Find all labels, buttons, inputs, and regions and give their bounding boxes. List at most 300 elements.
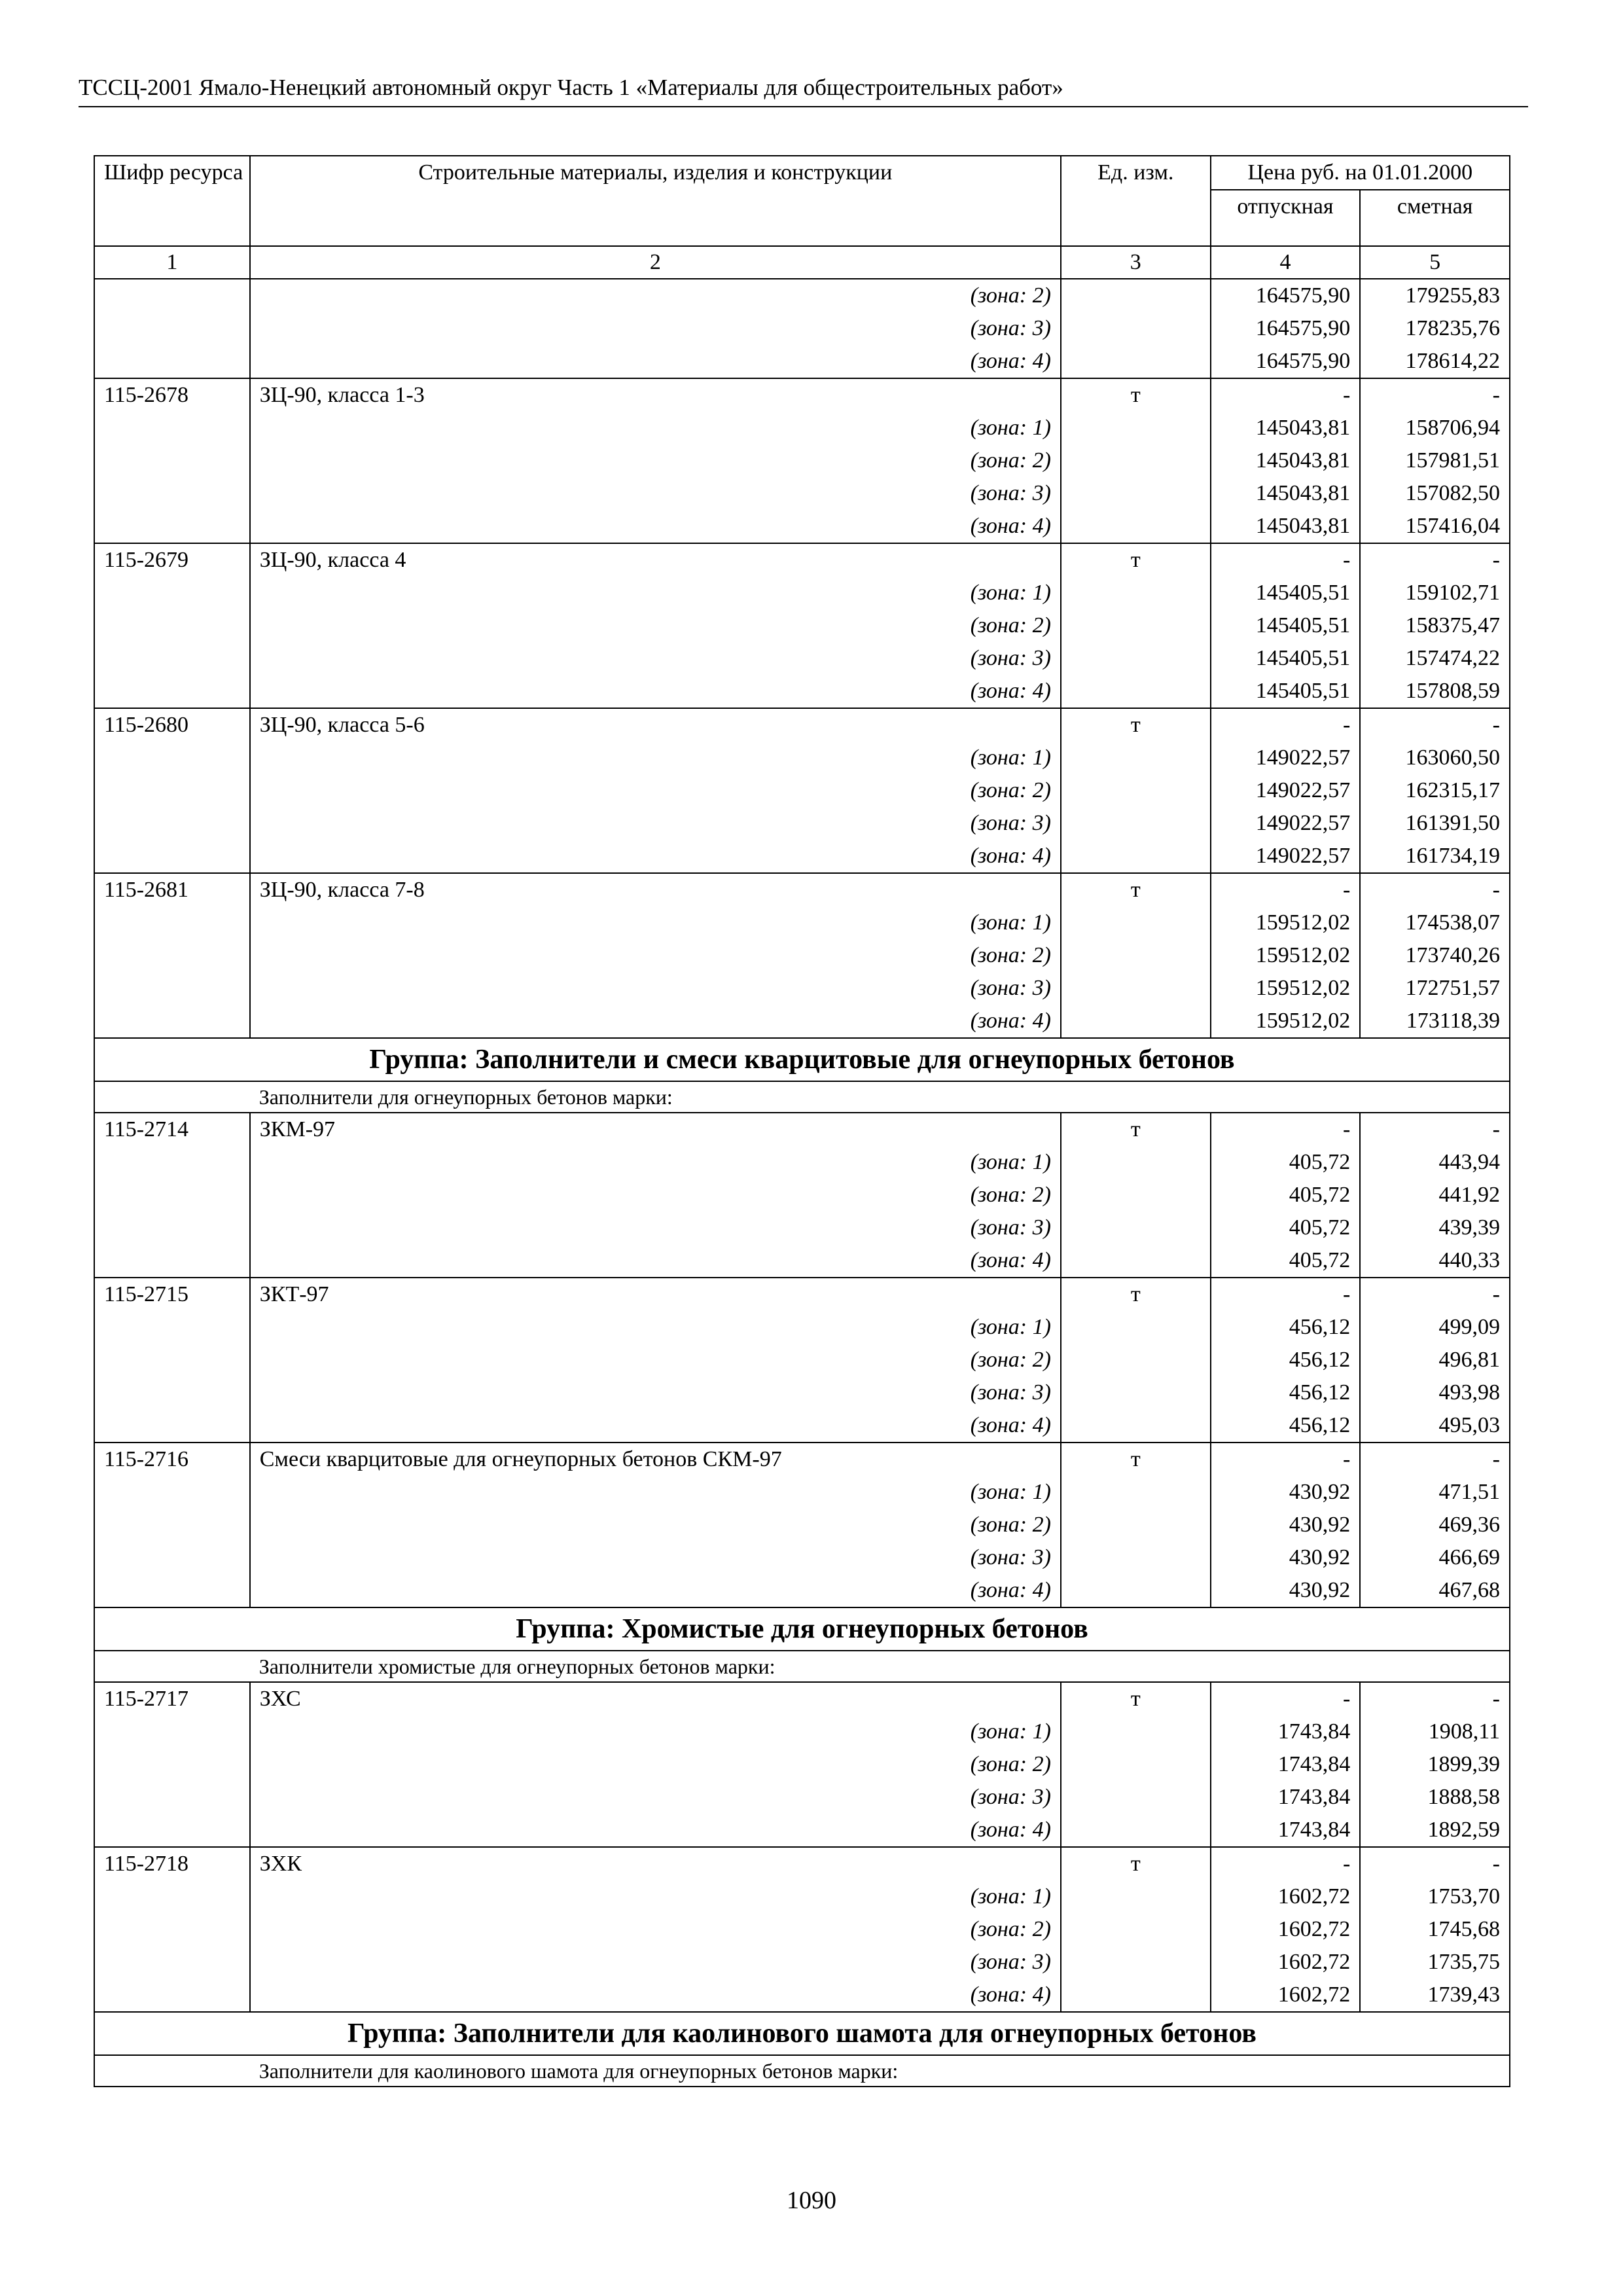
price-table	[94, 155, 1510, 2087]
estimate-price: 471,51	[1360, 1476, 1510, 1509]
unit-cell	[1061, 642, 1211, 675]
zone-row	[94, 1211, 1510, 1244]
zone-label: (зона: 1)	[250, 577, 1061, 609]
zone-label: (зона: 4)	[250, 345, 1061, 378]
group-heading: Группа: Заполнители и смеси кварцитовые для огнеупорных бетонов	[94, 1038, 1510, 1081]
zone-row	[94, 1409, 1510, 1443]
release-price: 159512,02	[1211, 972, 1361, 1005]
group-heading: Группа: Хромистые для огнеупорных бетонов	[94, 1607, 1510, 1651]
code-cell	[94, 1814, 250, 1847]
release-price: -	[1211, 708, 1361, 742]
unit-cell	[1061, 577, 1211, 609]
release-price: 456,12	[1211, 1409, 1361, 1443]
material-name: Смеси кварцитовые для огнеупорных бетонов СКМ-97	[250, 1443, 1061, 1476]
zone-label: (зона: 1)	[250, 1476, 1061, 1509]
estimate-price: -	[1360, 708, 1510, 742]
estimate-price: 467,68	[1360, 1574, 1510, 1607]
zone-label: (зона: 2)	[250, 1344, 1061, 1376]
unit-cell	[1061, 279, 1211, 312]
unit-cell	[1061, 1376, 1211, 1409]
col-number-3: 3	[1061, 246, 1211, 279]
code-cell	[94, 1376, 250, 1409]
release-price: 145405,51	[1211, 577, 1361, 609]
release-price: 159512,02	[1211, 1005, 1361, 1038]
zone-label: (зона: 4)	[250, 1005, 1061, 1038]
code-cell	[94, 412, 250, 444]
unit-cell	[1061, 1179, 1211, 1211]
release-price: 1743,84	[1211, 1715, 1361, 1748]
material-name: ЗХК	[250, 1847, 1061, 1880]
unit: т	[1061, 708, 1211, 742]
zone-label: (зона: 3)	[250, 1211, 1061, 1244]
unit: т	[1061, 1847, 1211, 1880]
estimate-price: 441,92	[1360, 1179, 1510, 1211]
zone-row	[94, 1748, 1510, 1781]
release-price: 430,92	[1211, 1476, 1361, 1509]
code-cell	[94, 1409, 250, 1443]
col-number-2: 2	[250, 246, 1061, 279]
release-price: 1602,72	[1211, 1979, 1361, 2012]
code-cell	[94, 1574, 250, 1607]
release-price: 405,72	[1211, 1211, 1361, 1244]
release-price: 145405,51	[1211, 675, 1361, 708]
estimate-price: 178614,22	[1360, 345, 1510, 378]
release-price: 456,12	[1211, 1376, 1361, 1409]
material-name: ЗЦ-90, класса 4	[250, 543, 1061, 577]
zone-row	[94, 972, 1510, 1005]
zone-row	[94, 1005, 1510, 1038]
zone-row	[94, 1781, 1510, 1814]
zone-row	[94, 1946, 1510, 1979]
zone-row	[94, 412, 1510, 444]
release-price: 164575,90	[1211, 345, 1361, 378]
table-header	[94, 156, 1510, 279]
release-price: -	[1211, 1113, 1361, 1146]
estimate-price: 469,36	[1360, 1509, 1510, 1541]
resource-code: 115-2679	[94, 543, 250, 577]
zone-row	[94, 1344, 1510, 1376]
estimate-price: 161391,50	[1360, 807, 1510, 840]
zone-label: (зона: 2)	[250, 1179, 1061, 1211]
unit-cell	[1061, 312, 1211, 345]
zone-label: (зона: 2)	[250, 939, 1061, 972]
estimate-price: 1899,39	[1360, 1748, 1510, 1781]
unit-cell	[1061, 774, 1211, 807]
code-cell	[94, 477, 250, 510]
unit-cell	[1061, 1715, 1211, 1748]
zone-row	[94, 1814, 1510, 1847]
unit: т	[1061, 873, 1211, 906]
zone-label: (зона: 3)	[250, 1376, 1061, 1409]
unit-cell	[1061, 972, 1211, 1005]
estimate-price: 157082,50	[1360, 477, 1510, 510]
zone-label: (зона: 1)	[250, 1880, 1061, 1913]
zone-row	[94, 1509, 1510, 1541]
zone-label: (зона: 4)	[250, 1979, 1061, 2012]
unit-cell	[1061, 477, 1211, 510]
estimate-price: 173118,39	[1360, 1005, 1510, 1038]
estimate-price: 163060,50	[1360, 742, 1510, 774]
table-row	[94, 1278, 1510, 1311]
group-heading-row	[94, 1038, 1510, 1081]
zone-label: (зона: 1)	[250, 906, 1061, 939]
zone-label: (зона: 3)	[250, 1946, 1061, 1979]
zone-row	[94, 1715, 1510, 1748]
table-body	[94, 279, 1510, 2087]
zone-row	[94, 939, 1510, 972]
release-price: 430,92	[1211, 1541, 1361, 1574]
estimate-price: -	[1360, 873, 1510, 906]
estimate-price: 1739,43	[1360, 1979, 1510, 2012]
subheading-row	[94, 1651, 1510, 1682]
unit-cell	[1061, 1979, 1211, 2012]
release-price: 1602,72	[1211, 1880, 1361, 1913]
subheading-empty-cell	[94, 2055, 250, 2087]
code-cell	[94, 444, 250, 477]
material-name: ЗКТ-97	[250, 1278, 1061, 1311]
release-price: 405,72	[1211, 1146, 1361, 1179]
code-cell	[94, 1509, 250, 1541]
unit: т	[1061, 1113, 1211, 1146]
zone-row	[94, 609, 1510, 642]
zone-row	[94, 807, 1510, 840]
code-cell	[94, 972, 250, 1005]
estimate-price: 493,98	[1360, 1376, 1510, 1409]
zone-label: (зона: 4)	[250, 1409, 1061, 1443]
estimate-price: 439,39	[1360, 1211, 1510, 1244]
unit-cell	[1061, 1814, 1211, 1847]
subheading: Заполнители для каолинового шамота для огнеупорных бетонов марки:	[250, 2055, 1510, 2087]
zone-label: (зона: 2)	[250, 609, 1061, 642]
unit-cell	[1061, 675, 1211, 708]
code-cell	[94, 1781, 250, 1814]
subheading-empty-cell	[94, 1651, 250, 1682]
release-price: 1602,72	[1211, 1946, 1361, 1979]
release-price: -	[1211, 873, 1361, 906]
unit-cell	[1061, 345, 1211, 378]
estimate-price: 466,69	[1360, 1541, 1510, 1574]
zone-label: (зона: 2)	[250, 1509, 1061, 1541]
estimate-price: 499,09	[1360, 1311, 1510, 1344]
estimate-price: -	[1360, 1278, 1510, 1311]
resource-code: 115-2718	[94, 1847, 250, 1880]
zone-label: (зона: 2)	[250, 1913, 1061, 1946]
zone-label: (зона: 4)	[250, 1244, 1061, 1278]
estimate-price: 157416,04	[1360, 510, 1510, 543]
zone-row	[94, 1476, 1510, 1509]
code-cell	[94, 742, 250, 774]
unit: т	[1061, 378, 1211, 412]
resource-code: 115-2680	[94, 708, 250, 742]
col-header-name: Строительные материалы, изделия и конструкции	[250, 156, 1061, 246]
release-price: -	[1211, 1443, 1361, 1476]
unit-cell	[1061, 1476, 1211, 1509]
unit-cell	[1061, 1574, 1211, 1607]
zone-row	[94, 1541, 1510, 1574]
resource-code: 115-2716	[94, 1443, 250, 1476]
zone-row	[94, 477, 1510, 510]
release-price: 1743,84	[1211, 1748, 1361, 1781]
code-cell	[94, 1541, 250, 1574]
zone-label: (зона: 1)	[250, 742, 1061, 774]
unit-cell	[1061, 1211, 1211, 1244]
subheading-empty-cell	[94, 1081, 250, 1113]
col-header-estimate: сметная	[1360, 190, 1510, 246]
zone-label: (зона: 1)	[250, 1311, 1061, 1344]
code-cell	[94, 312, 250, 345]
material-name: ЗЦ-90, класса 1-3	[250, 378, 1061, 412]
release-price: -	[1211, 1682, 1361, 1715]
unit-cell	[1061, 1005, 1211, 1038]
estimate-price: 157808,59	[1360, 675, 1510, 708]
resource-code: 115-2717	[94, 1682, 250, 1715]
estimate-price: 179255,83	[1360, 279, 1510, 312]
unit-cell	[1061, 840, 1211, 873]
estimate-price: 161734,19	[1360, 840, 1510, 873]
resource-code: 115-2681	[94, 873, 250, 906]
code-cell	[94, 1913, 250, 1946]
group-heading: Группа: Заполнители для каолинового шамота для огнеупорных бетонов	[94, 2012, 1510, 2055]
zone-row	[94, 840, 1510, 873]
zone-label: (зона: 1)	[250, 1715, 1061, 1748]
estimate-price: 440,33	[1360, 1244, 1510, 1278]
zone-label: (зона: 3)	[250, 807, 1061, 840]
code-cell	[94, 675, 250, 708]
estimate-price: -	[1360, 1443, 1510, 1476]
table-row	[94, 1682, 1510, 1715]
release-price: 145043,81	[1211, 444, 1361, 477]
estimate-price: 1908,11	[1360, 1715, 1510, 1748]
zone-row	[94, 906, 1510, 939]
zone-label: (зона: 3)	[250, 972, 1061, 1005]
col-header-release: отпускная	[1211, 190, 1361, 246]
zone-label: (зона: 4)	[250, 1814, 1061, 1847]
release-price: 145043,81	[1211, 412, 1361, 444]
col-header-unit: Ед. изм.	[1061, 156, 1211, 246]
release-price: 145405,51	[1211, 642, 1361, 675]
unit-cell	[1061, 1146, 1211, 1179]
release-price: 164575,90	[1211, 312, 1361, 345]
release-price: -	[1211, 378, 1361, 412]
unit-cell	[1061, 1946, 1211, 1979]
unit-cell	[1061, 1311, 1211, 1344]
zone-label: (зона: 3)	[250, 477, 1061, 510]
unit-cell	[1061, 906, 1211, 939]
code-cell	[94, 1979, 250, 2012]
estimate-price: -	[1360, 1682, 1510, 1715]
unit-cell	[1061, 1344, 1211, 1376]
unit: т	[1061, 1278, 1211, 1311]
release-price: 405,72	[1211, 1244, 1361, 1278]
unit-cell	[1061, 807, 1211, 840]
release-price: 456,12	[1211, 1344, 1361, 1376]
resource-code: 115-2715	[94, 1278, 250, 1311]
code-cell	[94, 1715, 250, 1748]
table-row	[94, 1443, 1510, 1476]
code-cell	[94, 1880, 250, 1913]
unit-cell	[1061, 1541, 1211, 1574]
zone-row	[94, 1146, 1510, 1179]
estimate-price: 159102,71	[1360, 577, 1510, 609]
code-cell	[94, 1146, 250, 1179]
code-cell	[94, 840, 250, 873]
zone-row	[94, 642, 1510, 675]
unit-cell	[1061, 1913, 1211, 1946]
zone-label: (зона: 1)	[250, 412, 1061, 444]
material-name: ЗХС	[250, 1682, 1061, 1715]
release-price: 145043,81	[1211, 477, 1361, 510]
code-cell	[94, 642, 250, 675]
table-row	[94, 873, 1510, 906]
material-name: ЗКМ-97	[250, 1113, 1061, 1146]
unit-cell	[1061, 1748, 1211, 1781]
release-price: 1743,84	[1211, 1814, 1361, 1847]
zone-label: (зона: 2)	[250, 279, 1061, 312]
estimate-price: 1735,75	[1360, 1946, 1510, 1979]
subheading-row	[94, 2055, 1510, 2087]
unit: т	[1061, 1443, 1211, 1476]
zone-label: (зона: 4)	[250, 840, 1061, 873]
release-price: 149022,57	[1211, 807, 1361, 840]
zone-label: (зона: 2)	[250, 1748, 1061, 1781]
subheading: Заполнители для огнеупорных бетонов марки:	[250, 1081, 1510, 1113]
estimate-price: -	[1360, 1113, 1510, 1146]
release-price: 430,92	[1211, 1509, 1361, 1541]
zone-row	[94, 510, 1510, 543]
estimate-price: 162315,17	[1360, 774, 1510, 807]
code-cell	[94, 1244, 250, 1278]
estimate-price: 1745,68	[1360, 1913, 1510, 1946]
release-price: 430,92	[1211, 1574, 1361, 1607]
estimate-price: -	[1360, 1847, 1510, 1880]
zone-label: (зона: 1)	[250, 1146, 1061, 1179]
estimate-price: 158375,47	[1360, 609, 1510, 642]
release-price: 405,72	[1211, 1179, 1361, 1211]
zone-row	[94, 577, 1510, 609]
estimate-price: 495,03	[1360, 1409, 1510, 1443]
material-name: ЗЦ-90, класса 7-8	[250, 873, 1061, 906]
estimate-price: 158706,94	[1360, 412, 1510, 444]
unit-cell	[1061, 1781, 1211, 1814]
unit-cell	[1061, 510, 1211, 543]
zone-label: (зона: 3)	[250, 1781, 1061, 1814]
estimate-price: 174538,07	[1360, 906, 1510, 939]
estimate-price: 157474,22	[1360, 642, 1510, 675]
col-header-code: Шифр ресурса	[94, 156, 250, 246]
col-number-5: 5	[1360, 246, 1510, 279]
estimate-price: -	[1360, 543, 1510, 577]
col-header-price: Цена руб. на 01.01.2000	[1211, 156, 1510, 190]
zone-row	[94, 1311, 1510, 1344]
unit-cell	[1061, 939, 1211, 972]
estimate-price: 178235,76	[1360, 312, 1510, 345]
unit-cell	[1061, 609, 1211, 642]
code-cell	[94, 1179, 250, 1211]
code-cell	[94, 345, 250, 378]
zone-label: (зона: 3)	[250, 312, 1061, 345]
zone-row	[94, 444, 1510, 477]
material-name: ЗЦ-90, класса 5-6	[250, 708, 1061, 742]
table-row	[94, 1113, 1510, 1146]
group-heading-row	[94, 1607, 1510, 1651]
code-cell	[94, 774, 250, 807]
unit: т	[1061, 1682, 1211, 1715]
page-number: 1090	[787, 2187, 836, 2214]
col-number-1: 1	[94, 246, 250, 279]
release-price: 159512,02	[1211, 939, 1361, 972]
estimate-price: 443,94	[1360, 1146, 1510, 1179]
estimate-price: 496,81	[1360, 1344, 1510, 1376]
page-header-title: ТССЦ-2001 Ямало-Ненецкий автономный округ Часть 1 «Материалы для общестроительных работ»	[79, 75, 1063, 100]
zone-label: (зона: 4)	[250, 510, 1061, 543]
release-price: 149022,57	[1211, 774, 1361, 807]
code-cell	[94, 1946, 250, 1979]
zone-row	[94, 1880, 1510, 1913]
release-price: 145405,51	[1211, 609, 1361, 642]
unit-cell	[1061, 742, 1211, 774]
unit-cell	[1061, 444, 1211, 477]
release-price: 456,12	[1211, 1311, 1361, 1344]
zone-row	[94, 279, 1510, 312]
zone-row	[94, 774, 1510, 807]
code-cell	[94, 279, 250, 312]
zone-row	[94, 312, 1510, 345]
code-cell	[94, 906, 250, 939]
estimate-price: 157981,51	[1360, 444, 1510, 477]
code-cell	[94, 1344, 250, 1376]
release-price: 1602,72	[1211, 1913, 1361, 1946]
subheading: Заполнители хромистые для огнеупорных бетонов марки:	[250, 1651, 1510, 1682]
zone-row	[94, 675, 1510, 708]
table-row	[94, 378, 1510, 412]
unit-cell	[1061, 1244, 1211, 1278]
zone-row	[94, 345, 1510, 378]
code-cell	[94, 807, 250, 840]
code-cell	[94, 1476, 250, 1509]
zone-label: (зона: 2)	[250, 774, 1061, 807]
zone-row	[94, 1913, 1510, 1946]
unit-cell	[1061, 1409, 1211, 1443]
table-row	[94, 543, 1510, 577]
code-cell	[94, 609, 250, 642]
zone-label: (зона: 3)	[250, 642, 1061, 675]
subheading-row	[94, 1081, 1510, 1113]
zone-row	[94, 1376, 1510, 1409]
release-price: 1743,84	[1211, 1781, 1361, 1814]
zone-row	[94, 1574, 1510, 1607]
release-price: 149022,57	[1211, 742, 1361, 774]
release-price: -	[1211, 1847, 1361, 1880]
estimate-price: 1892,59	[1360, 1814, 1510, 1847]
table-row	[94, 708, 1510, 742]
release-price: 145043,81	[1211, 510, 1361, 543]
resource-code: 115-2678	[94, 378, 250, 412]
release-price: -	[1211, 1278, 1361, 1311]
unit-cell	[1061, 412, 1211, 444]
zone-label: (зона: 4)	[250, 1574, 1061, 1607]
code-cell	[94, 510, 250, 543]
release-price: 149022,57	[1211, 840, 1361, 873]
zone-label: (зона: 3)	[250, 1541, 1061, 1574]
release-price: 159512,02	[1211, 906, 1361, 939]
resource-code: 115-2714	[94, 1113, 250, 1146]
zone-label: (зона: 4)	[250, 675, 1061, 708]
code-cell	[94, 1005, 250, 1038]
estimate-price: 172751,57	[1360, 972, 1510, 1005]
code-cell	[94, 577, 250, 609]
release-price: -	[1211, 543, 1361, 577]
zone-label: (зона: 2)	[250, 444, 1061, 477]
